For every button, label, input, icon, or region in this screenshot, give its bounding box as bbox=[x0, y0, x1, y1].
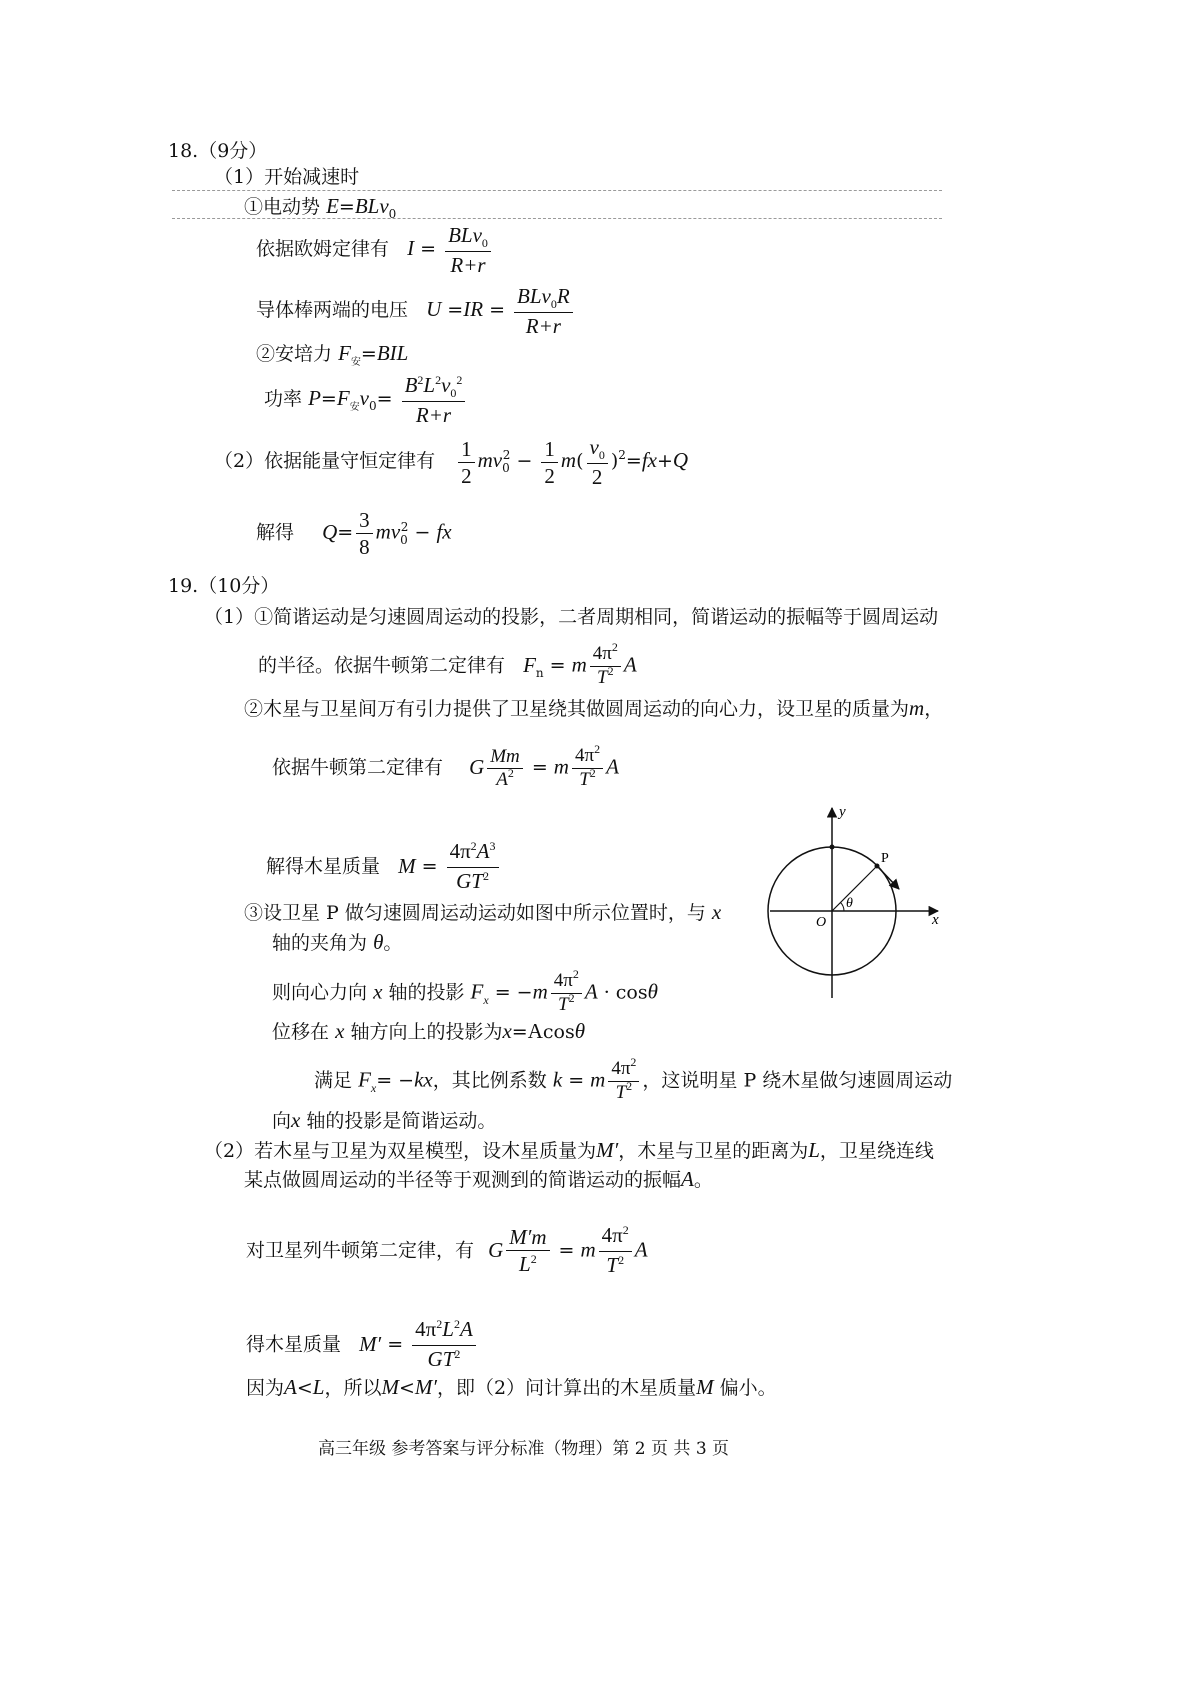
ampere-label: ②安培力 bbox=[256, 343, 333, 365]
emf-line: ①电动势 E=BLv$_0$ bbox=[244, 194, 397, 221]
ohm-label: 依据欧姆定律有 bbox=[256, 238, 390, 260]
jupiter-mass-line: 得木星质量 M′ = $\frac{4\pi^2L^2A}{GT^2}$ bbox=[246, 1316, 479, 1375]
q19-header: 19.（10分） bbox=[168, 575, 280, 597]
part2-b: ，木星与卫星的距离为 bbox=[618, 1140, 809, 1162]
p-label: P bbox=[881, 851, 889, 866]
divider bbox=[172, 218, 942, 219]
disp-b: 轴方向上的投影为 bbox=[350, 1021, 503, 1043]
emf-label: ①电动势 bbox=[244, 196, 321, 218]
gravity-line: 依据牛顿第二定律有 G $\frac{Mm}{A^2}$ = m $\frac{4\pi^2}{T^2}$ A bbox=[272, 742, 619, 790]
q19-p1-line2: 的半径。依据牛顿第二定律有 $F_n = m$ $\frac{4\pi^2}{T^2}$ A bbox=[258, 640, 637, 688]
top-point bbox=[830, 845, 835, 850]
mass-line: 解得木星质量 M = $\frac{4\pi^2A^3}{GT^2}$ bbox=[266, 838, 502, 897]
proj-label-b: 轴的投影 bbox=[388, 981, 465, 1004]
energy-label: （2）依据能量守恒定律有 bbox=[214, 450, 436, 472]
solve-line: 解得 Q= $\frac{3}{8}$ $mv_0^2$ − fx bbox=[256, 508, 452, 559]
part2-line2: 某点做圆周运动的半径等于观测到的简谐运动的振幅 bbox=[244, 1169, 682, 1191]
satisfy-b: ，其比例系数 bbox=[432, 1069, 547, 1092]
radius-line bbox=[832, 866, 877, 911]
energy-line: （2）依据能量守恒定律有 $\frac{1}{2}$ $mv_0^2$ − $\frac{1}{2}$ m( $\frac{v_0}{2}$ )$^2$=fx+Q bbox=[214, 435, 689, 489]
part2-c: ，卫星绕连线 bbox=[819, 1140, 934, 1162]
conclusion-a: 因为 bbox=[246, 1377, 285, 1399]
sat-newton-line: 对卫星列牛顿第二定律，有 G $\frac{M'm}{L^2}$ = m $\frac{4\pi^2}{T^2}$ A bbox=[246, 1223, 648, 1277]
x-label: x bbox=[932, 912, 939, 928]
satisfy-c: ，这说明星 P 绕木星做匀速圆周运动 bbox=[642, 1069, 953, 1092]
force-projection-line: 则向心力向 x 轴的投影 $F_x = -m$ $\frac{4\pi^2}{T^2}$ A · cosθ bbox=[272, 967, 658, 1015]
satisfy-line: 满足 $F_x= -kx$，其比例系数 k = m $\frac{4\pi^2}{T^2}$ ，这说明星 P 绕木星做匀速圆周运动 bbox=[314, 1055, 953, 1103]
conclusion-line: 因为A<L，所以M<M′，即（2）问计算出的木星质量M 偏小。 bbox=[246, 1375, 777, 1399]
y-label: y bbox=[839, 804, 846, 820]
newton-label: 依据牛顿第二定律有 bbox=[272, 756, 444, 779]
conclusion-b: ，所以 bbox=[324, 1377, 382, 1399]
proj-end-a: 向 bbox=[272, 1110, 292, 1132]
ampere-line: ②安培力 $F_安=BIL$ bbox=[256, 341, 409, 368]
power-line: 功率 $P=F_安v_0=$ $\frac{B^2L^2v_0^2}{R+r}$ bbox=[264, 372, 468, 428]
voltage-label: 导体棒两端的电压 bbox=[256, 299, 409, 321]
q19-p1-line1: （1）①简谐运动是匀速圆周运动的投影，二者周期相同，简谐运动的振幅等于圆周运动 bbox=[204, 606, 939, 628]
q19-p2-line: ②木星与卫星间万有引力提供了卫星绕其做圆周运动的向心力，设卫星的质量为m， bbox=[244, 696, 944, 720]
theta-label: θ bbox=[846, 896, 853, 911]
power-label: 功率 bbox=[264, 388, 303, 410]
velocity-arrow bbox=[877, 866, 899, 889]
part2-a: （2）若木星与卫星为双星模型，设木星质量为 bbox=[204, 1140, 597, 1162]
voltage-line: 导体棒两端的电压 U =IR = $\frac{BLv_0R}{R+r}$ bbox=[256, 283, 576, 339]
q19-p3-text1: ③设卫星 P 做匀速圆周运动运动如图中所示位置时，与 bbox=[244, 902, 706, 924]
sat-newton-label: 对卫星列牛顿第二定律，有 bbox=[246, 1239, 475, 1262]
q19-part2-line1: （2）若木星与卫星为双星模型，设木星质量为M′，木星与卫星的距离为L，卫星绕连线 bbox=[204, 1138, 934, 1162]
divider bbox=[172, 190, 942, 191]
conclusion-d: 偏小。 bbox=[719, 1377, 777, 1399]
proj-label-a: 则向心力向 bbox=[272, 981, 368, 1004]
solve-label: 解得 bbox=[256, 521, 295, 544]
q19-p3-text2: 轴的夹角为 bbox=[272, 932, 368, 954]
q19-p3-line1: ③设卫星 P 做匀速圆周运动运动如图中所示位置时，与 x bbox=[244, 900, 722, 924]
q18-part1-title: （1）开始减速时 bbox=[214, 166, 360, 188]
jupiter-mass-label: 得木星质量 bbox=[246, 1333, 342, 1356]
q19-p3-line2: 轴的夹角为 θ。 bbox=[272, 930, 403, 954]
disp-a: 位移在 bbox=[272, 1021, 330, 1043]
satisfy-a: 满足 bbox=[314, 1069, 353, 1092]
q18-header: 18.（9分） bbox=[168, 140, 268, 162]
displacement-line: 位移在 x 轴方向上的投影为x=Acosθ bbox=[272, 1019, 586, 1043]
projection-end-line: 向x 轴的投影是简谐运动。 bbox=[272, 1108, 497, 1132]
angle-arc bbox=[841, 903, 845, 912]
q19-part2-line2: 某点做圆周运动的半径等于观测到的简谐运动的振幅A。 bbox=[244, 1167, 713, 1191]
origin-label: O bbox=[816, 915, 827, 930]
circular-motion-diagram bbox=[760, 802, 960, 1002]
q19-p2-text: ②木星与卫星间万有引力提供了卫星绕其做圆周运动的向心力，设卫星的质量为 bbox=[244, 698, 910, 720]
q19-p1-line2-text: 的半径。依据牛顿第二定律有 bbox=[258, 654, 506, 677]
proj-end-b: 轴的投影是简谐运动。 bbox=[306, 1110, 497, 1132]
page-footer: 高三年级 参考答案与评分标准（物理）第 2 页 共 3 页 bbox=[318, 1439, 730, 1459]
mass-label: 解得木星质量 bbox=[266, 855, 381, 878]
ohm-line: 依据欧姆定律有 I = $\frac{BLv_0}{R+r}$ bbox=[256, 222, 494, 278]
conclusion-c: ，即（2）问计算出的木星质量 bbox=[436, 1377, 697, 1399]
